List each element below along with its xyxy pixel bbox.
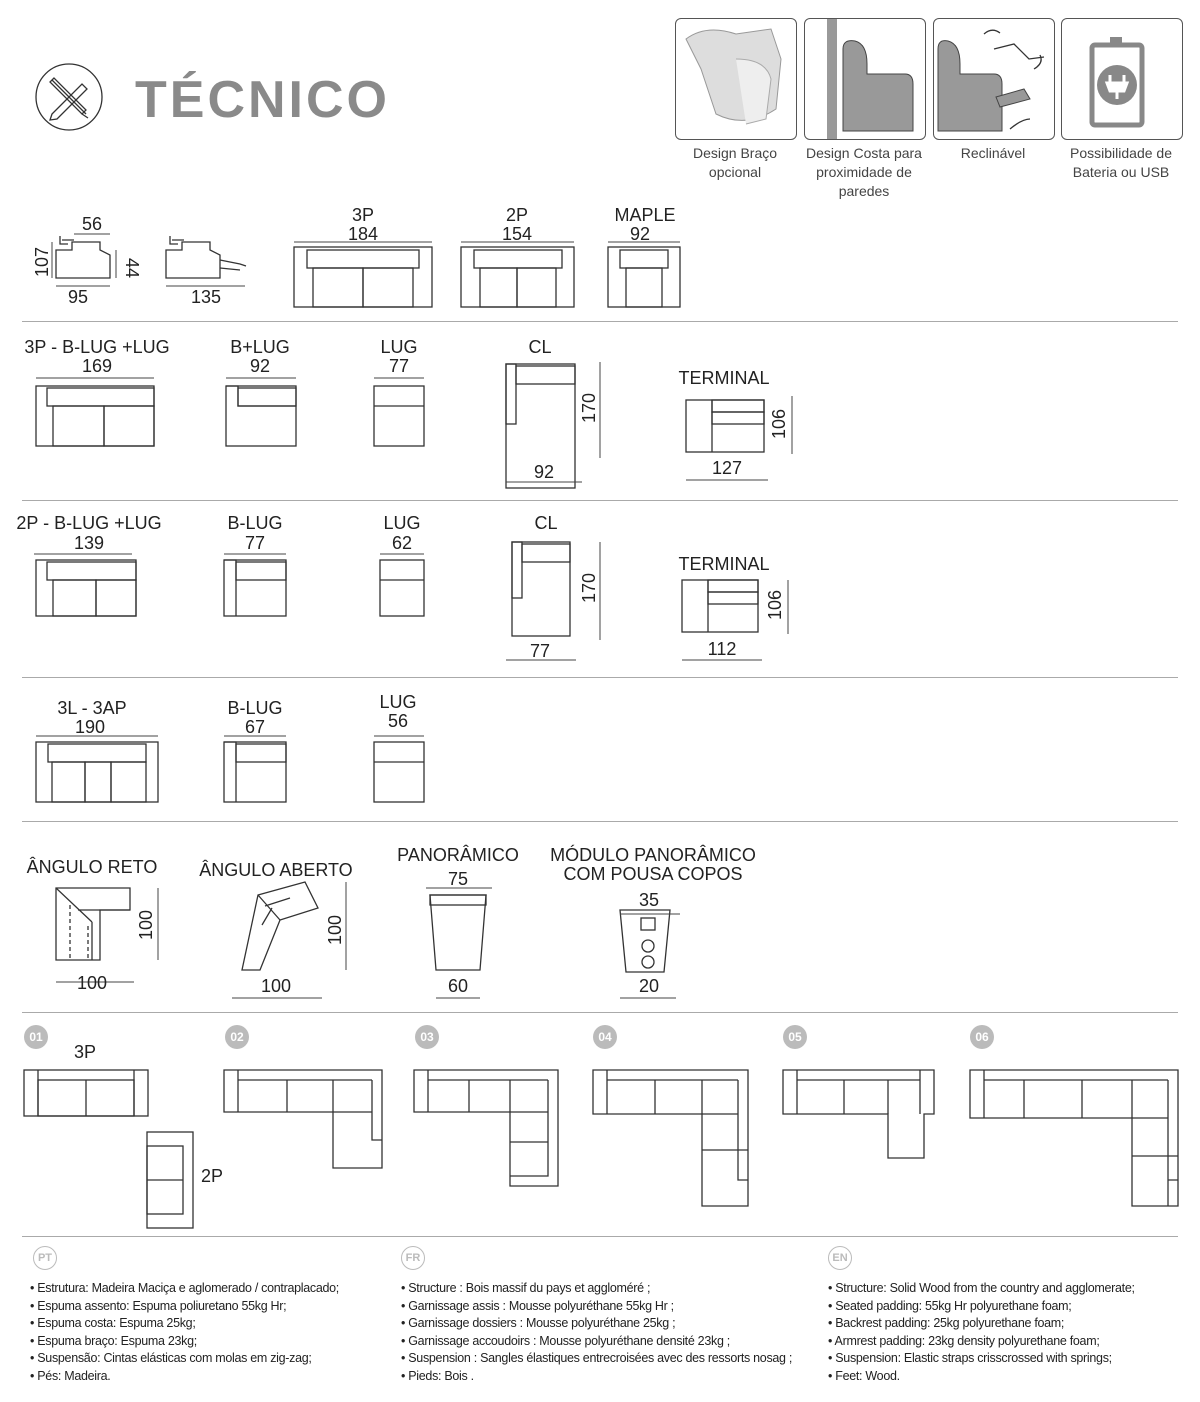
dim-width: 100	[260, 976, 292, 996]
language-badge-pt: PT	[33, 1246, 57, 1270]
config-label-2p: 2P	[200, 1166, 224, 1186]
section-divider	[22, 677, 1178, 678]
model-label: B-LUG	[227, 513, 283, 533]
dim-width: 77	[529, 641, 551, 661]
model-label: 2P - B-LUG +LUG	[16, 513, 162, 533]
spec-line: • Estrutura: Madeira Maciça e aglomerado / contraplacado;	[30, 1281, 339, 1295]
model-label-3p: 3P	[351, 205, 375, 225]
spec-line: • Structure: Solid Wood from the country and agglomerate;	[828, 1281, 1135, 1295]
model-label: 3L - 3AP	[57, 698, 127, 718]
dim-top-width: 35	[638, 890, 660, 910]
dim-maple-width: 92	[629, 224, 651, 244]
feature-recliner-image	[933, 18, 1055, 140]
feature-back-design-image	[804, 18, 926, 140]
spec-line: • Suspension: Elastic straps crisscrossed with springs;	[828, 1351, 1112, 1365]
spec-line: • Espuma braço: Espuma 23kg;	[30, 1333, 197, 1348]
model-label: ÂNGULO RETO	[26, 857, 158, 877]
dim-height: 170	[579, 392, 599, 424]
model-label: PANORÂMICO	[397, 845, 519, 865]
feature-arm-design-image	[675, 18, 797, 140]
language-badge-fr: FR	[401, 1246, 425, 1270]
model-label: B+LUG	[230, 337, 290, 357]
page-title: TÉCNICO	[135, 71, 390, 129]
spec-line: • Backrest padding: 25kg polyurethane foam;	[828, 1316, 1065, 1330]
spec-list-pt	[30, 1280, 339, 1385]
section-divider	[22, 1236, 1178, 1237]
model-label: LUG	[383, 513, 421, 533]
spec-line: • Suspensão: Cintas elásticas com molas em zig-zag;	[30, 1351, 312, 1365]
spec-list-en	[828, 1280, 1135, 1385]
spec-line: • Armrest padding: 23kg density polyurethane foam;	[828, 1333, 1100, 1348]
dim-seat-height: 44	[122, 257, 142, 279]
spec-line: • Garnissage accoudoirs : Mousse polyuréthane densité 23kg ;	[401, 1333, 730, 1348]
section-divider	[22, 1012, 1178, 1013]
feature-battery-usb-image	[1061, 18, 1183, 140]
model-label: TERMINAL	[678, 368, 770, 388]
dim-depth: 95	[67, 287, 89, 307]
dim-width: 127	[711, 458, 743, 478]
spec-line: • Espuma costa: Espuma 25kg;	[30, 1316, 196, 1330]
spec-line: • Seated padding: 55kg Hr polyurethane foam;	[828, 1298, 1072, 1313]
spec-line: • Espuma assento: Espuma poliuretano 55kg Hr;	[30, 1298, 287, 1313]
dim-width: 77	[388, 356, 410, 376]
config-badge: 06	[970, 1025, 994, 1049]
dim-width: 112	[707, 639, 737, 659]
dim-height: 106	[765, 589, 785, 621]
feature-caption: Reclinável	[960, 145, 1026, 161]
technical-logo-icon	[34, 62, 104, 132]
spec-line: • Garnissage assis : Mousse polyuréthane 55kg Hr ;	[401, 1298, 674, 1313]
dim-width: 62	[391, 533, 413, 553]
dim-3p-width: 184	[347, 224, 379, 244]
model-label: LUG	[380, 337, 418, 357]
dim-width: 169	[81, 356, 113, 376]
dim-width: 92	[249, 356, 271, 376]
model-label: B-LUG	[227, 698, 283, 718]
dim-2p-width: 154	[501, 224, 533, 244]
model-label: LUG	[379, 692, 417, 712]
dim-width: 190	[74, 717, 106, 737]
dim-height: 170	[579, 572, 599, 604]
dim-height: 100	[325, 914, 345, 946]
model-label: CL	[534, 513, 558, 533]
dim-bottom-width: 20	[638, 976, 660, 996]
dim-depth-top: 56	[81, 214, 103, 234]
spec-line: • Suspension : Sangles élastiques entrecroisées avec des ressorts nosag ;	[401, 1351, 793, 1365]
config-badge: 04	[593, 1025, 617, 1049]
dim-height: 107	[32, 246, 52, 278]
feature-caption: Possibilidade de Bateria ou USB	[1070, 145, 1172, 180]
model-label: CL	[528, 337, 552, 357]
model-label: TERMINAL	[678, 554, 770, 574]
section-divider	[22, 821, 1178, 822]
language-badge-en: EN	[828, 1246, 852, 1270]
spec-list-fr	[401, 1280, 792, 1385]
dim-width: 56	[387, 711, 409, 731]
config-badge: 02	[225, 1025, 249, 1049]
dim-height: 106	[769, 408, 789, 440]
feature-caption: Design Braço opcional	[692, 145, 778, 180]
dim-bottom-width: 60	[447, 976, 469, 996]
dim-width: 100	[76, 973, 108, 993]
dim-width: 139	[73, 533, 105, 553]
dim-width: 92	[533, 462, 555, 482]
dim-width: 67	[244, 717, 266, 737]
spec-line: • Structure : Bois massif du pays et aggloméré ;	[401, 1281, 651, 1295]
feature-caption: Design Costa para proximidade de paredes	[806, 145, 922, 199]
spec-line: • Pieds: Bois .	[401, 1368, 474, 1383]
model-label-maple: MAPLE	[614, 205, 676, 225]
model-label-2p: 2P	[505, 205, 529, 225]
model-label: ÂNGULO ABERTO	[199, 860, 353, 880]
model-label: 3P - B-LUG +LUG	[24, 337, 170, 357]
config-label-3p: 3P	[73, 1042, 97, 1062]
configuration-drawings	[0, 1060, 1200, 1240]
dim-depth-open: 135	[190, 287, 222, 307]
dim-top-width: 75	[447, 869, 469, 889]
dim-height: 100	[136, 909, 156, 941]
config-badge: 03	[415, 1025, 439, 1049]
spec-line: • Feet: Wood.	[828, 1368, 900, 1383]
dim-width: 77	[244, 533, 266, 553]
config-badge: 05	[783, 1025, 807, 1049]
model-label: COM POUSA COPOS	[563, 864, 743, 884]
spec-line: • Pés: Madeira.	[30, 1368, 111, 1383]
config-badge: 01	[24, 1025, 48, 1049]
model-label: MÓDULO PANORÂMICO	[550, 845, 756, 865]
spec-line: • Garnissage dossiers : Mousse polyuréthane 25kg ;	[401, 1316, 676, 1330]
